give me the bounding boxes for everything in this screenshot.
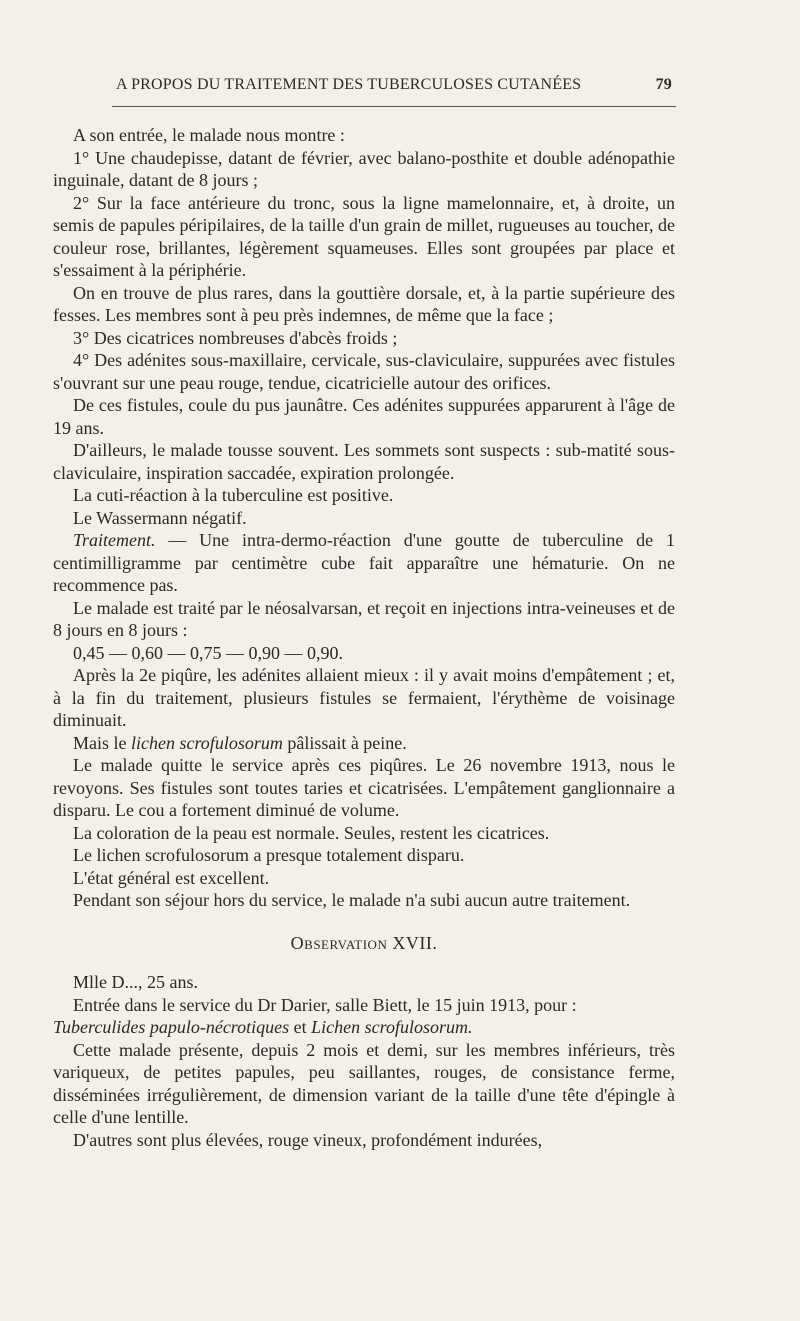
paragraph: L'état général est excellent. (73, 867, 270, 888)
entree-italic-1: Tuberculides papulo-nécrotiques (53, 1017, 290, 1037)
entree-text: Entrée dans le service du Dr Darier, salle Biett, le 15 juin 1913, pour : (73, 994, 577, 1015)
page-number: 79 (655, 76, 672, 93)
running-header (112, 76, 672, 102)
paragraph: A son entrée, le malade nous montre : (73, 125, 345, 145)
paragraph: Le malade est traité par le néosalvarsan, et reçoit en injections intra-veineuses et de 8 jours en 8 jours : (53, 597, 675, 640)
paragraph: 2° Sur la face antérieure du tronc, sous la ligne mamelonnaire, et, à droite, un semis de papules péripilaires, de la taille d'un grain de millet, rugueuses au toucher, de couleur rose, brillantes, légèrement squameuses. Elles sont groupées par place et s'essaiment à la périphérie. (53, 192, 675, 280)
observation-heading: Observation XVII. (290, 932, 438, 953)
dosage-line: 0,45 — 0,60 — 0,75 — 0,90 — 0,90. (73, 642, 343, 663)
traitement-label: Traitement. (73, 530, 156, 550)
lichen-paragraph (53, 732, 675, 755)
paragraph: D'ailleurs, le malade tousse souvent. Les sommets sont suspects : sub-matité sous-claviculaire, inspiration saccadée, expiration prolongée. (53, 440, 675, 483)
paragraph: 4° Des adénites sous-maxillaire, cervicale, sus-claviculaire, suppurées avec fistules s'ouvrant sur une peau rouge, tendue, cicatricielle autour des orifices. (53, 350, 675, 393)
paragraph: De ces fistules, coule du pus jaunâtre. Ces adénites suppurées apparurent à l'âge de 19 ans. (53, 395, 675, 438)
entree-conj: et (289, 1017, 312, 1037)
body-text (53, 124, 675, 1151)
header-rule (112, 106, 676, 107)
traitement-paragraph (53, 529, 675, 597)
paragraph: On en trouve de plus rares, dans la gouttière dorsale, et, à la partie supérieure des fesses. Les membres sont à peu près indemnes, de même que la face ; (53, 282, 675, 325)
lichen-italic: lichen scrofulosorum (131, 732, 283, 753)
paragraph: La coloration de la peau est normale. Seules, restent les cicatrices. (73, 822, 550, 843)
paragraph: Le lichen scrofulosorum a presque totalement disparu. (73, 845, 465, 865)
lichen-before: Mais le (73, 732, 131, 753)
running-title: A PROPOS DU TRAITEMENT DES TUBERCULOSES CUTANÉES (116, 76, 582, 93)
paragraph: Pendant son séjour hors du service, le malade n'a subi aucun autre traitement. (73, 890, 631, 910)
paragraph: Cette malade présente, depuis 2 mois et demi, sur les membres inférieurs, très variqueux, de petites papules, peu saillantes, rouges, de consistance ferme, disséminées irrégulièrement, de dimension variant de la taille d'une tête d'épingle à celle d'une lentille. (53, 1039, 675, 1127)
paragraph: Le malade quitte le service après ces piqûres. Le 26 novembre 1913, nous le revoyons. Ses fistules sont toutes taries et cicatrisées. L'empâtement ganglionnaire a disparu. Le cou a fortement diminué de volume. (53, 755, 675, 820)
paragraph: D'autres sont plus élevées, rouge vineux, profondément indurées, (73, 1129, 543, 1150)
paragraph: Après la 2e piqûre, les adénites allaient mieux : il y avait moins d'empâtement ; et, à la fin du traitement, plusieurs fistules se fermaient, l'érythème de voisinage diminuait. (53, 665, 675, 730)
paragraph: 1° Une chaudepisse, datant de février, avec balano-posthite et double adénopathie inguinale, datant de 8 jours ; (53, 147, 675, 190)
patient-line: Mlle D..., 25 ans. (73, 972, 198, 992)
lichen-after: pâlissait à peine. (282, 732, 407, 753)
paragraph: Le Wassermann négatif. (73, 507, 247, 528)
entree-italic-2: Lichen scrofulosorum. (311, 1017, 473, 1037)
paragraph: 3° Des cicatrices nombreuses d'abcès froids ; (73, 327, 398, 348)
paragraph: La cuti-réaction à la tuberculine est positive. (73, 485, 394, 505)
traitement-text: — Une intra-dermo-réaction d'une goutte de tuberculine de 1 centimilligramme par centimètre cube fait apparaître une hématurie. On ne recommence pas. (53, 530, 675, 595)
entree-paragraph (53, 994, 675, 1039)
